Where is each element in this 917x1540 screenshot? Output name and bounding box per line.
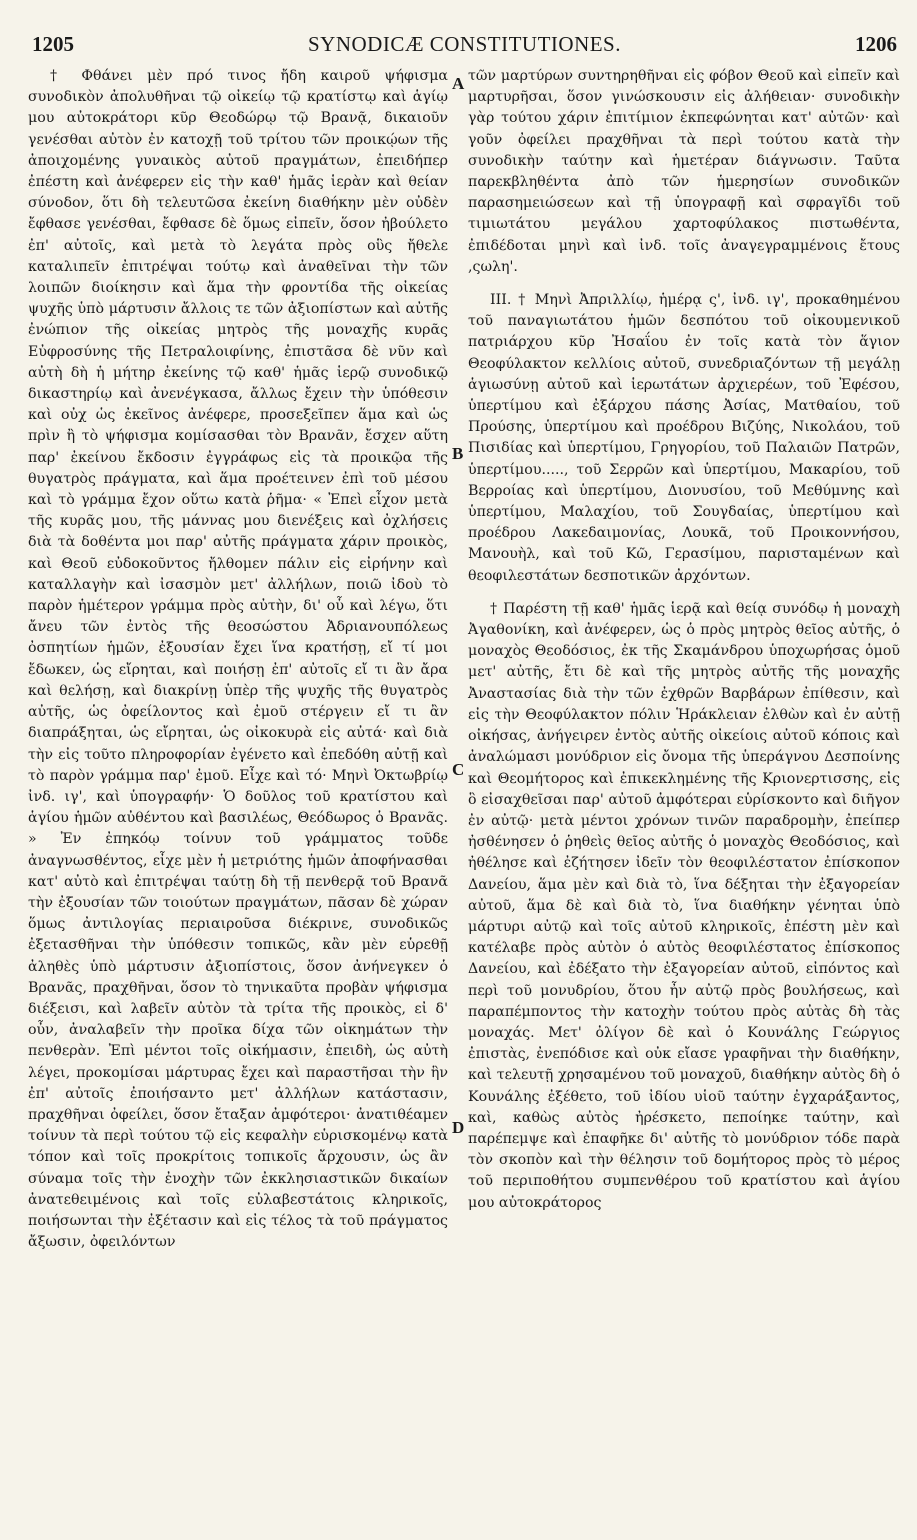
left-column [28, 66, 448, 1253]
right-paragraph-continuation: τῶν μαρτύρων συντηρηθῆναι εἰς φόβον Θεοῦ καὶ εἰπεῖν καὶ μαρτυρῆσαι, ὅσον γινώσκουσιν εἰς ἀλήθειαν· συνοδικὴν γὰρ τούτου χάριν ἐπιτίμιον ἐκπεφώνηται κατ' αὐτῶν· καὶ γοῦν ὀφείλει πραχθῆναι τὰ περὶ τούτου κατὰ τὴν συνοδικὴν ταύτην καὶ ἡμετέραν διάγνωσιν. Ταῦτα παρεκβληθέντα ἀπὸ τῶν ἡμερησίων συνοδικῶν παρασημειώσεων καὶ τῇ ὑπογραφῇ καὶ σφραγῖδι τοῦ τιμιωτάτου μεγάλου χαρτοφύλακος πιστωθέντα, ἐπιδέδοται μηνὶ καὶ ἰνδ. τοῖς ἀναγεγραμμένοις ἔτους ,ςωλη'. [468, 68, 900, 275]
section-iii-paragraph: III. † Μηνὶ Ἀπριλλίῳ, ἡμέρᾳ ς', ἰνδ. ιγ', προκαθημένου τοῦ παναγιωτάτου ἡμῶν δεσπότου τοῦ οἰκουμενικοῦ πατριάρχου κῦρ Ἠσαΐου ἐν τοῖς κατὰ τὸν ἅγιον Θεοφύλακτον κελλίοις αὐτοῦ, συνεδριαζόντων τῇ μεγάλῃ ἁγιωσύνῃ αὐτοῦ καὶ ἱερωτάτων ἀρχιερέων, τοῦ Ἐφέσου, ὑπερτίμου καὶ ἐξάρχου πάσης Ἀσίας, Ματθαίου, τοῦ Προύσης, ὑπερτίμου καὶ προέδρου Βιζύης, Νικολάου, τοῦ Πισιδίας καὶ ὑπερτίμου, Γρηγορίου, τοῦ Παλαιῶν Πατρῶν, ὑπερτίμου....., τοῦ Σερρῶν καὶ ὑπερτίμου, Μακαρίου, τοῦ Βερροίας καὶ ὑπερτίμου, Διονυσίου, τοῦ Μεθύμνης καὶ ὑπερτίμου, Μαλαχίου, τοῦ Σουγδαίας, ὑπερτίμου καὶ προέδρου Λακεδαιμονίας, Λουκᾶ, τοῦ Προικοννήσου, Μανουὴλ, καὶ τοῦ Κῶ, Γερασίμου, παρισταμένων καὶ θεοφιλεστάτων δεσποτικῶν ἀρχόντων. [468, 292, 900, 584]
running-header [32, 32, 897, 58]
page-number-left: 1205 [32, 32, 74, 56]
running-title: SYNODICÆ CONSTITUTIONES. [307, 32, 621, 56]
left-paragraph: † Φθάνει μὲν πρό τινος ἤδη καιροῦ ψήφισμα συνοδικὸν ἀπολυθῆναι τῷ οἰκείῳ τῷ κρατίστῳ καὶ ἁγίῳ μου αὐτοκράτορι κῦρ Θεοδώρῳ τῷ Βρανᾷ, δικαιοῦν γενέσθαι αὐτὸν ἐν κατοχῇ τοῦ τρίτου τῶν προικῴων τῆς ἀποιχομένης γυναικὸς αὐτοῦ πραγμάτων, ἐπειδήπερ ἐπέστη καὶ ἀνέφερεν εἰς τὴν καθ' ἡμᾶς ἱερὰν καὶ θείαν σύνοδον, ὅτι δὴ τελευτῶσα ἐκείνη διαθήκην μὲν οὐδὲν ἔφθασε γενέσθαι, ἔφθασε δὲ ὅμως εἰπεῖν, ὅσον ἠβούλετο ἐπ' αὐτοῖς, καὶ μετὰ τὸ λεγάτα πρὸς οὓς ἤθελε καταλιπεῖν ἐπιτρέψαι τούτῳ καὶ ἀναθεῖναι τὴν τῶν λοιπῶν διοίκησιν καὶ ἅμα τὴν φροντίδα τῆς οἰκείας ψυχῆς ὑπὸ μάρτυσιν ἄλλοις τε τῶν ἀξιοπίστων καὶ αὐτῆς ἐνώπιον τῆς οἰκείας μητρὸς τῆς μοναχῆς κυρᾶς Εὐφροσύνης τῆς Πετραλοιφίνης, ἐπιστᾶσα δὲ νῦν καὶ αὐτὴ δὴ ἡ μήτηρ ἐκείνης τῷ καθ' ἡμᾶς ἱερῷ συνοδικῷ δικαστηρίῳ καὶ ἀνενέγκασα, ἄλλως ἔχειν τὴν ὑπόθεσιν καὶ οὐχ ὡς ἐκεῖνος ἀνέφερε, προσεξεῖπεν ἅμα καὶ ὡς πρὶν ἢ τὸ ψήφισμα κομίσασθαι τὸν Βρανᾶν, ἔσχεν αὕτη παρ' ἐκείνου ἔκδοσιν ἐγγράφως εἰς τὰ προικῷα τῆς θυγατρὸς πράγματα, καὶ ἅμα προέτεινεν ἐπὶ τοῦ μέσου καὶ τὸ γράμμα ἔχον οὕτω κατὰ ῥῆμα· « Ἐπεὶ εἶχον μετὰ τῆς κυρᾶς μου, τῆς μάννας μου διενέξεις καὶ ὀχλήσεις διὰ τὰ δοθέντα μοι παρ' αὐτῆς πράγματα χάριν προικὸς, καὶ Θεοῦ εὐδοκοῦντος ἤλθομεν πάλιν εἰς εἰρήνην καὶ καταλλαγὴν καὶ ἰσασμὸν μετ' ἀλλήλων, ποιῶ ἰδοὺ τὸ παρὸν ἡμέτερον γράμμα πρὸς αὐτὴν, δι' οὗ καὶ λέγω, ὅτι ἄνευ τῶν ἐντὸς τῆς θεοσώστου Ἀδριανουπόλεως ὀσπητίων ἡμῶν, ἐξουσίαν ἔχει ἵνα κρατήσῃ, εἴ τί μοι ἔδωκεν, ὡς εἴρηται, καὶ ποιήσῃ ἐπ' αὐτοῖς εἴ τι ἂν ἄρα καὶ θελήσῃ, καὶ διακρίνῃ ὑπὲρ τῆς ψυχῆς τῆς θυγατρὸς αὐτῆς, ὡς ὀφείλοντος καὶ ἐμοῦ στέργειν εἴ τι ἂν διαπράξηται, ὡς εἴρηται, ὡς οἰκοκυρὰ εἰς αὐτά· καὶ διὰ τὴν εἰς τοῦτο πληροφορίαν ἐγένετο καὶ ἐπεδόθη αὐτῇ καὶ τὸ παρὸν γράμμα παρ' ἐμοῦ. Εἶχε καὶ τό· Μηνὶ Ὀκτωβρίῳ ἰνδ. ιγ', καὶ ὑπογραφήν· Ὁ δοῦλος τοῦ κρατίστου καὶ ἁγίου ἡμῶν αὐθέντου καὶ βασιλέως, Θεόδωρος ὁ Βρανᾶς. » Ἐν ἐπηκόῳ τοίνυν τοῦ γράμματος τοῦδε ἀναγνωσθέντος, εἶχε μὲν ἡ μετριότης ἡμῶν ἀποφήνασθαι κατ' αὐτὸ καὶ ἐπιτρέψαι ταύτῃ δὴ τῇ πενθερᾷ τοῦ Βρανᾶ τὴν ἐξουσίαν τῶν τοιούτων πραγμάτων, πᾶσαν δὲ χώραν ὅμως ἀντιλογίας περιαιροῦσα διέκρινε, συνοδικῶς ἐξετασθῆναι τὴν ὑπόθεσιν τοπικῶς, κἂν μὲν εὑρεθῇ ἀληθὲς ὑπὸ μάρτυσιν ἀξιοπίστοις, ὅσον ἀνήνεγκεν ὁ Βρανᾶς, πραχθῆναι, ὅσον τὸ τηνικαῦτα προβὰν ψήφισμα διέξεισι, καὶ λαβεῖν αὐτὸν τὰ τρίτα τῆς προικὸς, εἰ δ' οὖν, ἀναλαβεῖν τὴν προῖκα δίχα τῶν οἰκημάτων τὴν πενθερὰν. Ἐπὶ μέντοι τοῖς οἰκήμασιν, ἐπειδὴ, ὡς αὐτὴ λέγει, προκομίσαι μάρτυρας ἔχει καὶ παραστῆσαι τὴν ἣν ἐπ' αὐτοῖς ἐποιήσαντο μετ' ἀλλήλων κατάστασιν, πραχθῆναι ὀφείλει, ὅσον ἔταξαν ἀμφότεροι· ἀνατιθέαμεν τοίνυν τὰ περὶ τούτου τῷ εἰς κεφαλὴν εὑρισκομένῳ κατὰ τόπον καὶ τοῖς προκρίτοις τοπικοῖς ἄρχουσιν, ὡς ἂν σύναμα τοῖς τὴν ἐνοχὴν τῶν ἐκκλησιαστικῶν δικαίων ἀνατεθειμένοις καὶ τοῖς εὐλαβεστάτοις κληρικοῖς, ποιήσωνται τὴν ἐξέτασιν καὶ εἰς τέλος τὰ τοῦ πράγματος ἄξωσιν, ὀφειλόντων [28, 68, 448, 1251]
right-paragraph: † Παρέστη τῇ καθ' ἡμᾶς ἱερᾷ καὶ θείᾳ συνόδῳ ἡ μοναχὴ Ἀγαθονίκη, καὶ ἀνέφερεν, ὡς ὁ πρὸς μητρὸς θεῖος αὐτῆς, ὁ μοναχὸς Θεοδόσιος, ἐκ τῆς Σκαμάνδρου ὑποχωρήσας ὁμοῦ μετ' αὐτῆς, ἔτι δὲ καὶ τῆς μητρὸς αὐτῆς τῆς μοναχῆς Ἀναστασίας διὰ τὴν τῶν ἐχθρῶν Βαρβάρων ἐπίθεσιν, καὶ εἰς τὴν Θεοφύλακτον πόλιν Ἡράκλειαν ἐλθὼν καὶ ἐν αὐτῇ οἰκήσας, ἀνήγειρεν ἐντὸς αὐτῆς οἰκείοις αὐτοῦ κόποις καὶ ἀναλώμασι μονύδριον εἰς ὄνομα τῆς ὑπεράγνου Δεσποίνης καὶ Θεομήτορος καὶ ἐπικεκλημένης τῆς Κριονερτισσης, εἰς ὃ εἰσαχθεῖσαι παρ' αὐτοῦ ἀμφότεραι εὑρίσκοντο καὶ διῆγον ἐν αὐτῷ· μετὰ μέντοι χρόνων τινῶν παραδρομὴν, ἐπείπερ ἠσθένησεν ὁ ῥηθεὶς θεῖος αὐτῆς ὁ μοναχὸς Θεοδόσιος, καὶ ἠθέλησε καὶ ἐζήτησεν ἰδεῖν τὸν θεοφιλέστατον ἐπίσκοπον Δανείου, ἅμα μὲν καὶ διὰ τὸ, ἵνα δέξηται τὴν ἐξαγορείαν αὐτοῦ, ἅμα δὲ καὶ διὰ τὸ, ἵνα διαθήκην γένηται ὑπὸ μάρτυρι αὐτῷ καὶ τοῖς αὐτοῦ κληρικοῖς, ἐπέστη μὲν καὶ κατέλαβε πρὸς αὐτὸν ὁ αὐτὸς θεοφιλέστατος ἐπίσκοπος Δανείου, καὶ ἐδέξατο τὴν ἐξαγορείαν αὐτοῦ, εἰπόντος καὶ περὶ τοῦ μονυδρίου, ὅτου ἦν αὐτῷ πρὸς βουλήσεως, καὶ παραπέμποντος τὴν κατοχὴν τούτου πρὸς αὐτὰς δὴ τὰς μοναχάς. Μετ' ὀλίγον δὲ καὶ ὁ Κουνάλης Γεώργιος ἐπιστὰς, ἐνεπόδισε καὶ οὐκ εἴασε γραφῆναι τὴν διαθήκην, καὶ τελευτῇ χρησαμένου τοῦ μοναχοῦ, διαθήκην αὐτὸς δὴ ὁ Κουνάλης ἐξέθετο, τοῦ ἰδίου υἱοῦ ταύτην ἐγχαράξαντος, καὶ, καθὼς αὐτὸς ἠρέσκετο, πεποίηκε ταύτην, καὶ παρέπεμψε καὶ ἐπαφῆκε δι' αὐτῆς τὸ μονύδριον τόδε παρὰ τὸν σκοπὸν καὶ τὴν θέλησιν τοῦ δομήτορος πρὸς τὸ μέρος τοῦ περιποθήτου συμπενθέρου τοῦ κρατίστου καὶ ἁγίου μου αὐτοκράτορος [468, 600, 900, 1211]
page-number-right: 1206 [855, 32, 897, 56]
right-column [468, 66, 900, 1214]
margin-marker-b: B [452, 444, 464, 463]
margin-marker-d: D [452, 1118, 465, 1137]
margin-marker-a: A [452, 74, 465, 93]
margin-marker-c: C [452, 760, 465, 779]
